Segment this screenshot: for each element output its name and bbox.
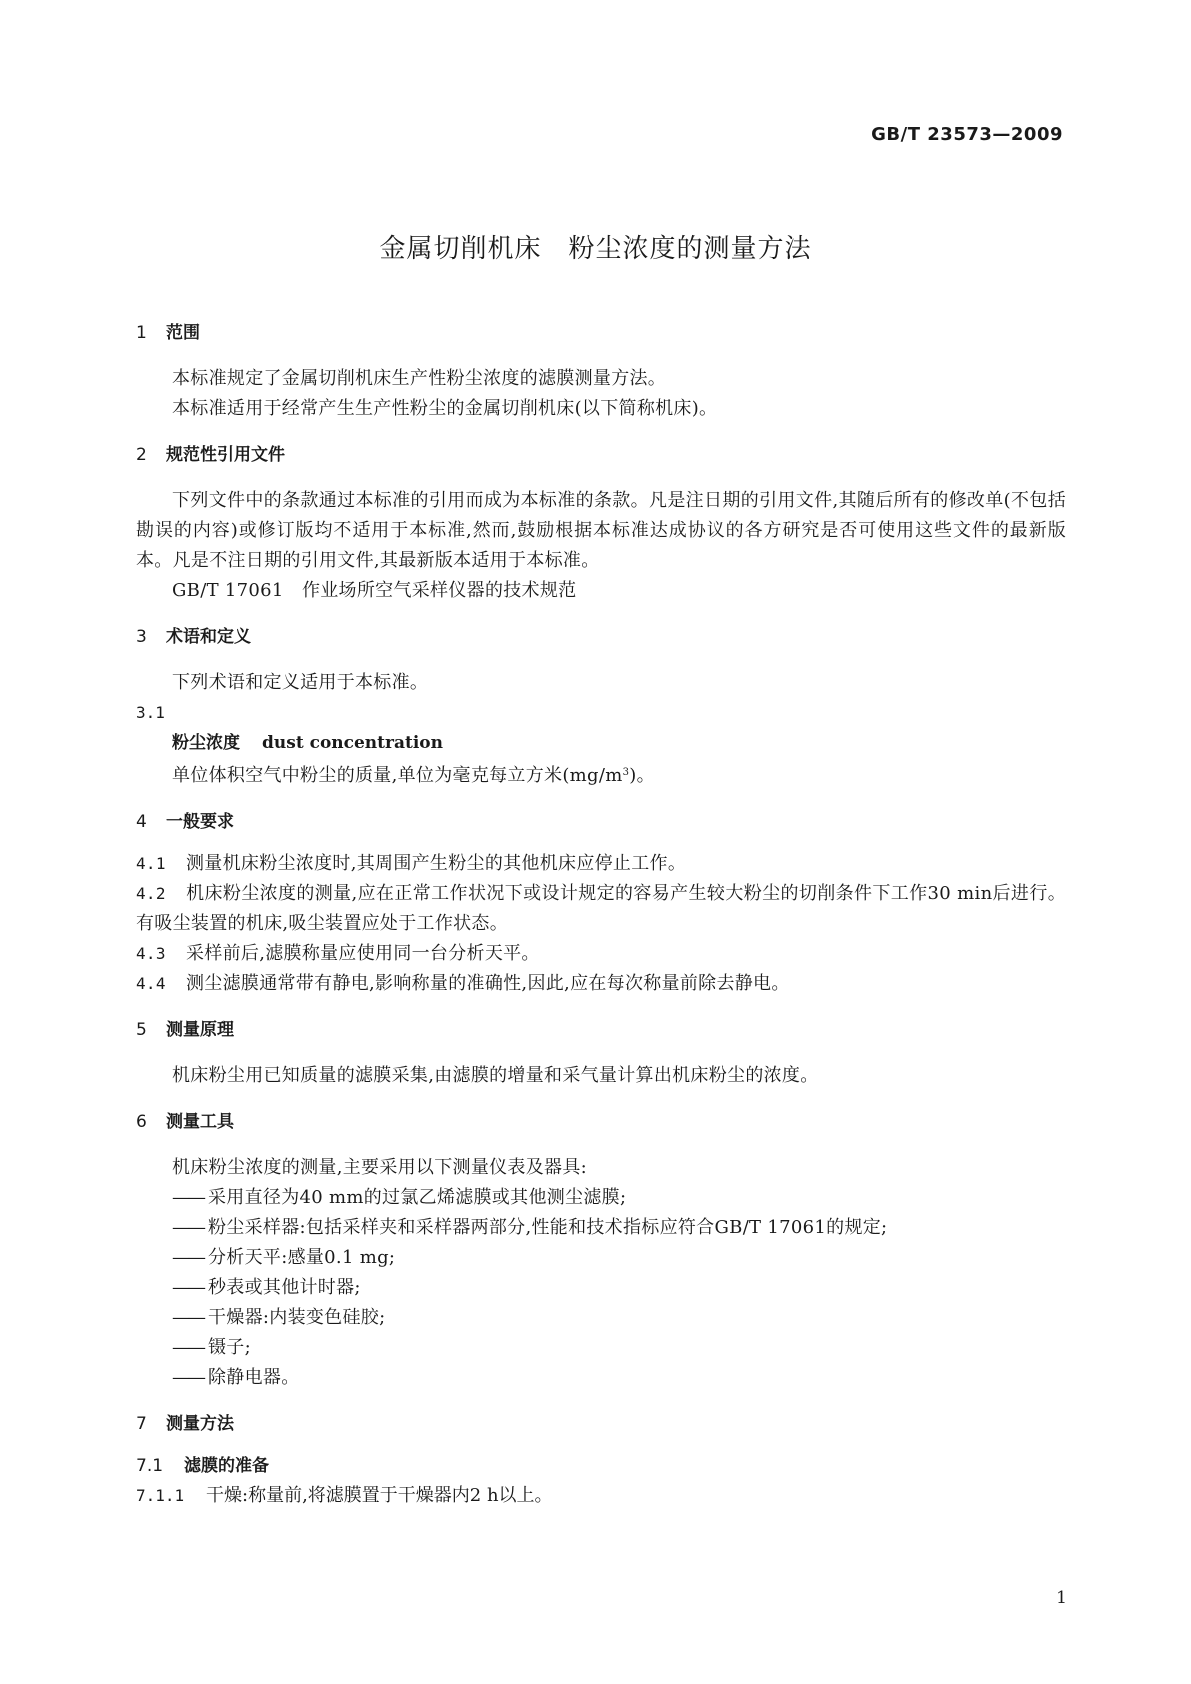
term (136, 728, 1066, 758)
section-3-heading: 3 术语和定义 (136, 627, 251, 647)
section-5-paragraph-1: 机床粉尘用已知质量的滤膜采集,由滤膜的增量和采气量计算出机床粉尘的浓度。 (172, 1065, 819, 1086)
list-item: —— 干燥器:内装变色硅胶; (172, 1307, 386, 1328)
definition-text: 单位体积空气中粉尘的质量,单位为毫克每立方米$(mg/m^3)$。 (172, 765, 655, 786)
list-item: —— 粉尘采样器:包括采样夹和采样器两部分,性能和技术指标应符合GB/T 17061的规定; (172, 1217, 888, 1238)
term-english: dust concentration (262, 733, 443, 753)
list-item: —— 采用直径为40 mm的过氯乙烯滤膜或其他测尘滤膜; (172, 1187, 627, 1208)
section-3-paragraph-1: 下列术语和定义适用于本标准。 (172, 672, 429, 693)
subsection-7-1-heading: 7.1 滤膜的准备 (136, 1456, 269, 1476)
list-item: —— 除静电器。 (172, 1367, 300, 1388)
document-title: 金属切削机床 粉尘浓度的测量方法 (379, 234, 812, 264)
standard-code: GB/T 23573—2009 (871, 124, 1063, 145)
term-chinese: 粉尘浓度 (172, 733, 240, 753)
section-6-heading: 6 测量工具 (136, 1112, 234, 1132)
section-5-heading: 5 测量原理 (136, 1020, 234, 1040)
list-item: —— 镊子; (172, 1337, 251, 1358)
clause-4-1: 4.1 测量机床粉尘浓度时,其周围产生粉尘的其他机床应停止工作。 (136, 853, 687, 874)
clause-7-1-1: 7.1.1 干燥:称量前,将滤膜置于干燥器内2 h以上。 (136, 1485, 553, 1506)
section-1-paragraph-2: 本标准适用于经常产生生产性粉尘的金属切削机床(以下简称机床)。 (172, 398, 718, 419)
section-4-heading: 4 一般要求 (136, 812, 234, 832)
section-7-heading: 7 测量方法 (136, 1414, 234, 1434)
section-2-paragraph-1: 下列文件中的条款通过本标准的引用而成为本标准的条款。凡是注日期的引用文件,其随后所有的修改单(不包括勘误的内容)或修订版均不适用于本标准,然而,鼓励根据本标准达成协议的各方研究是否可使用这些文件的最新版本。凡是不注日期的引用文件,其最新版本适用于本标准。 (136, 490, 1066, 571)
list-item: —— 秒表或其他计时器; (172, 1277, 361, 1298)
section-6-paragraph-1: 机床粉尘浓度的测量,主要采用以下测量仪表及器具: (172, 1157, 587, 1178)
clause-4-2: 4.2 机床粉尘浓度的测量,应在正常工作状况下或设计规定的容易产生较大粉尘的切削条件下工作30 min后进行。有吸尘装置的机床,吸尘装置应处于工作状态。 (136, 883, 1066, 934)
definition-number: 3.1 (136, 703, 165, 722)
tool-list (136, 1183, 1066, 1393)
section-1-paragraph-1: 本标准规定了金属切削机床生产性粉尘浓度的滤膜测量方法。 (172, 368, 667, 389)
document-body (136, 318, 1066, 1511)
page-number: 1 (1056, 1588, 1067, 1608)
list-item: —— 分析天平:感量0.1 mg; (172, 1247, 396, 1268)
section-2-reference: GB/T 17061 作业场所空气采样仪器的技术规范 (172, 580, 577, 601)
section-1-heading: 1 范围 (136, 323, 200, 343)
section-2-heading: 2 规范性引用文件 (136, 445, 285, 465)
clause-4-4: 4.4 测尘滤膜通常带有静电,影响称量的准确性,因此,应在每次称量前除去静电。 (136, 973, 790, 994)
clause-4-3: 4.3 采样前后,滤膜称量应使用同一台分析天平。 (136, 943, 540, 964)
